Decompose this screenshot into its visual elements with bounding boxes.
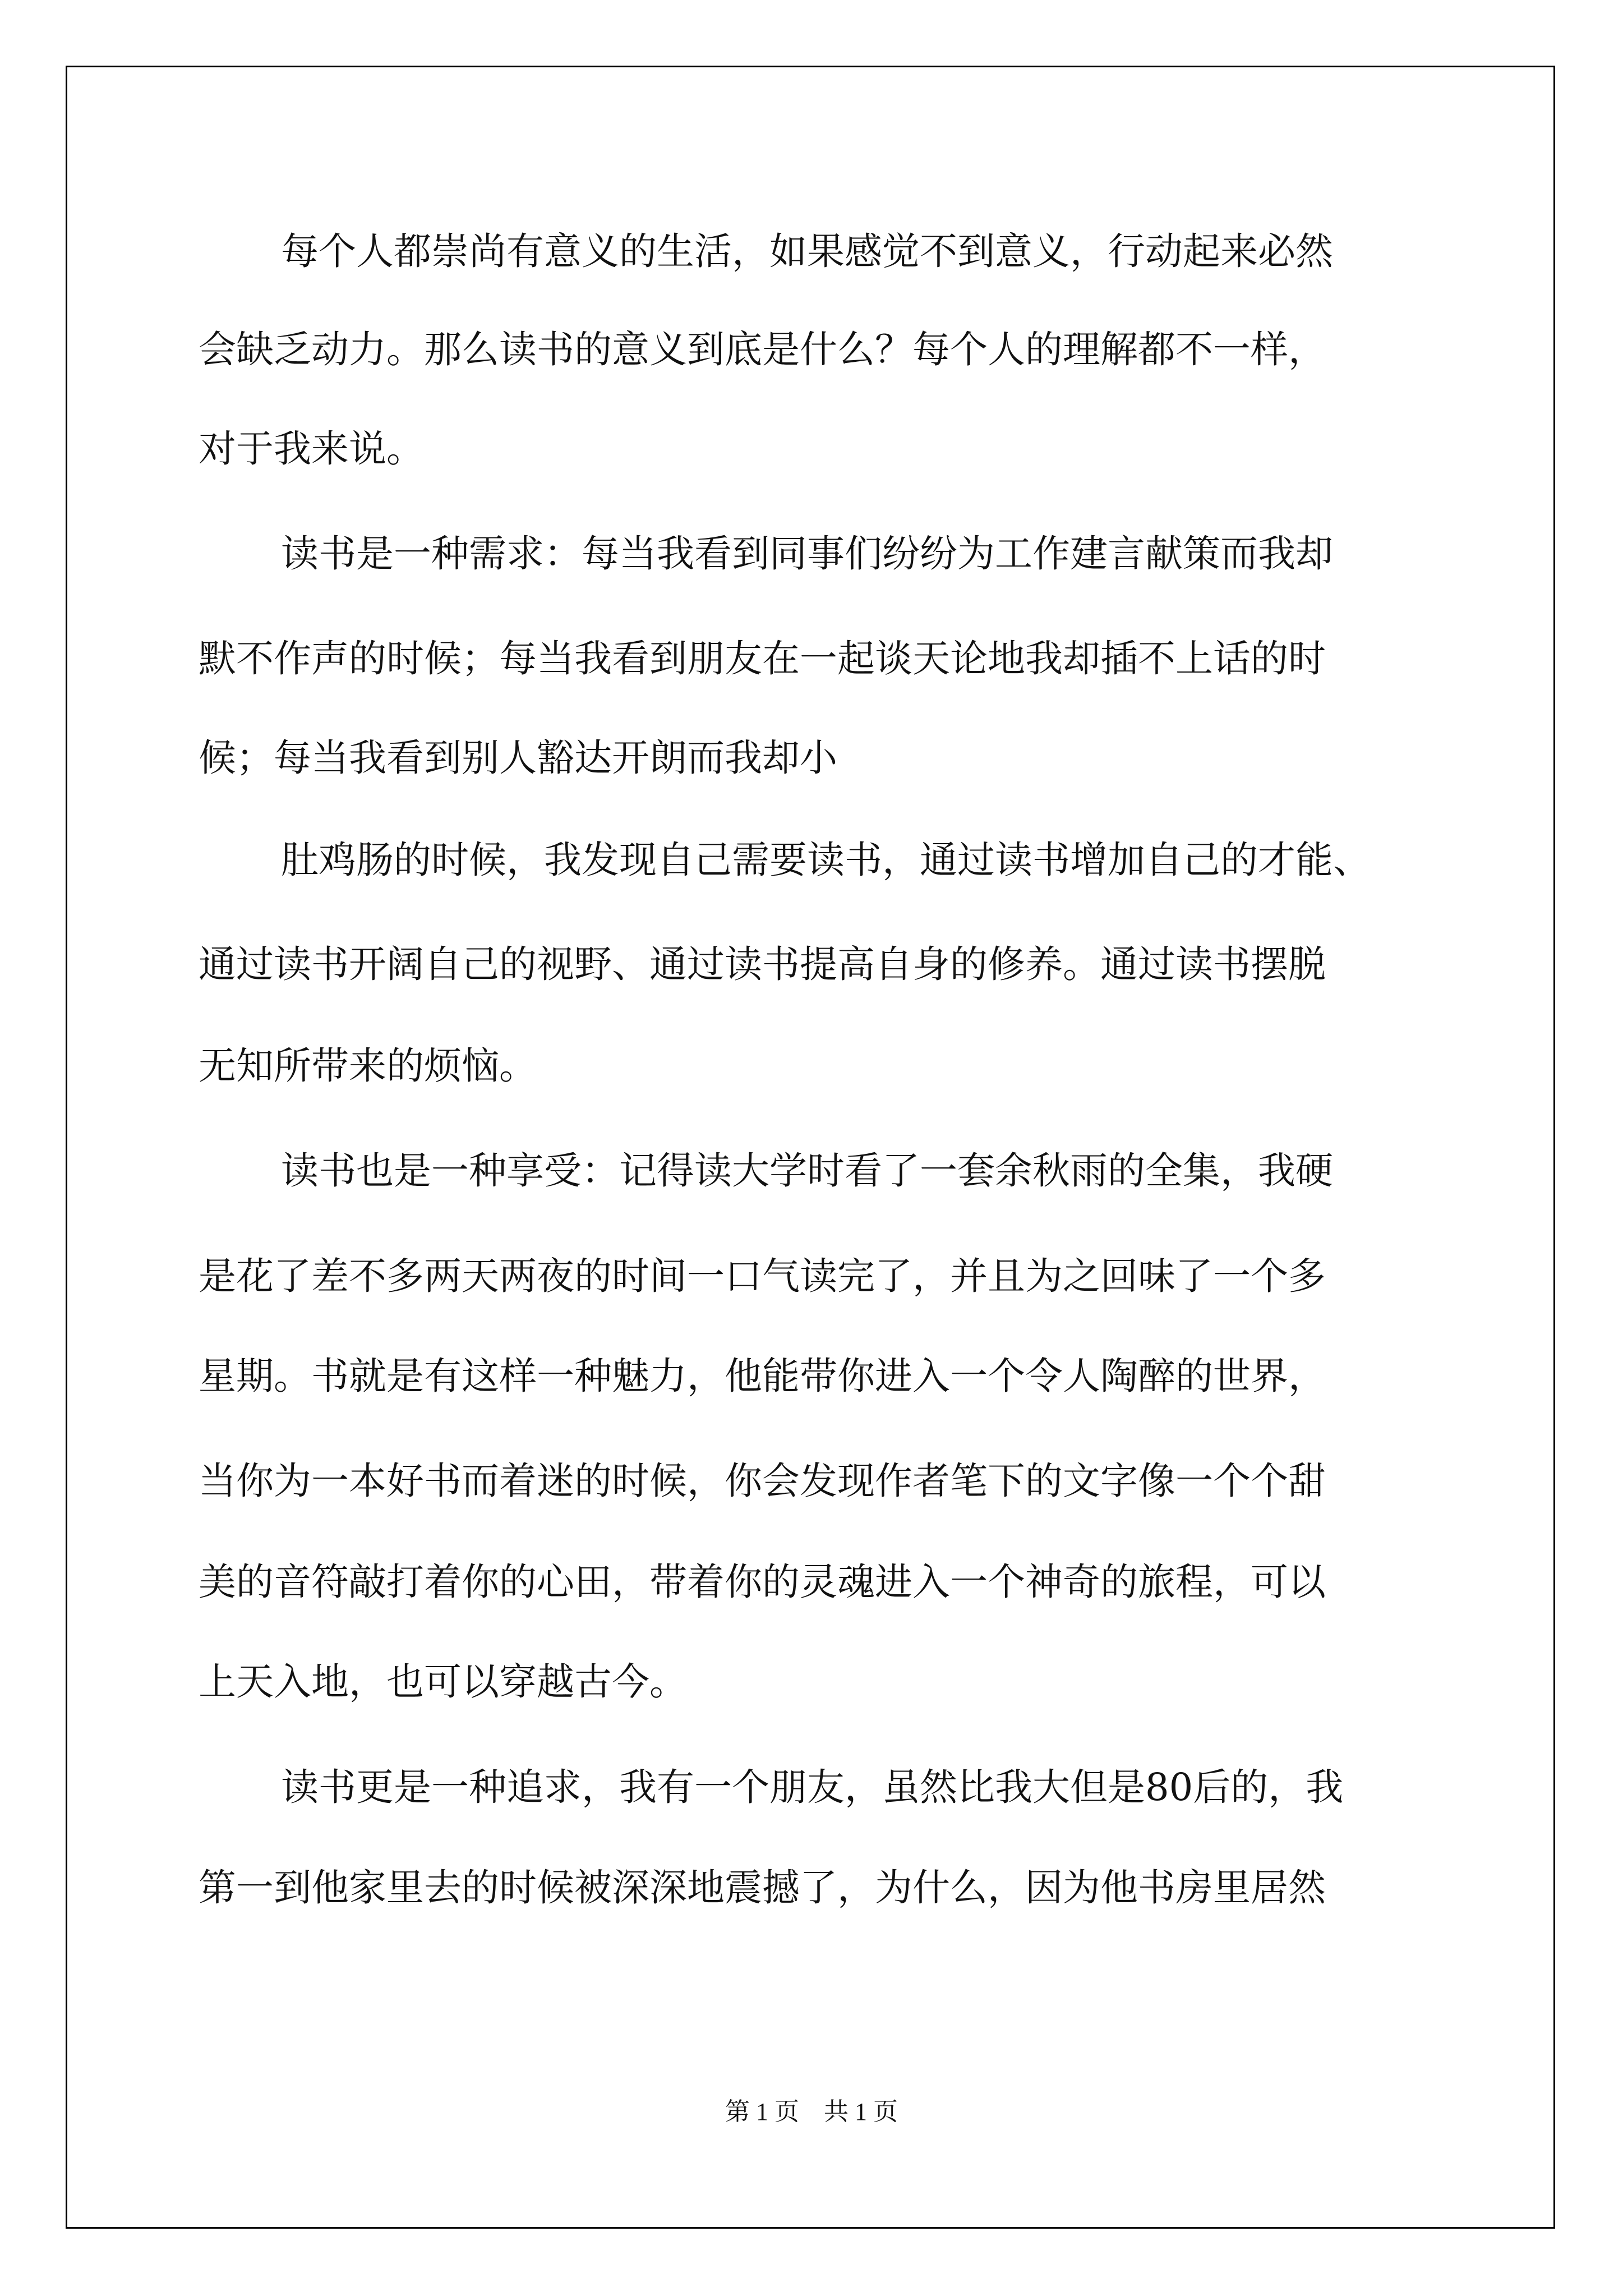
page-footer bbox=[0, 2091, 1623, 2127]
paragraph-4-line-2: 是花了差不多两天两夜的时间一口气读完了，并且为之回味了一个多 bbox=[199, 1254, 1326, 1298]
paragraph-1-line-2: 会缺乏动力。那么读书的意义到底是什么？每个人的理解都不一样， bbox=[199, 328, 1326, 371]
paragraph-3-line-1: 肚鸡肠的时候，我发现自己需要读书，通过读书增加自己的才能、 bbox=[281, 838, 1371, 882]
paragraph-1-line-1: 每个人都崇尚有意义的生活，如果感觉不到意义，行动起来必然 bbox=[281, 229, 1333, 273]
paragraph-4-line-4: 当你为一本好书而着迷的时候，你会发现作者笔下的文字像一个个甜 bbox=[199, 1459, 1326, 1503]
paragraph-2-line-2: 默不作声的时候；每当我看到朋友在一起谈天论地我却插不上话的时 bbox=[199, 637, 1326, 680]
paragraph-4-line-5: 美的音符敲打着你的心田，带着你的灵魂进入一个神奇的旅程，可以 bbox=[199, 1560, 1326, 1604]
paragraph-2-line-1: 读书是一种需求：每当我看到同事们纷纷为工作建言献策而我却 bbox=[281, 532, 1333, 576]
paragraph-4-line-6: 上天入地，也可以穿越古今。 bbox=[199, 1660, 687, 1704]
paragraph-5-line-2: 第一到他家里去的时候被深深地震撼了，为什么，因为他书房里居然 bbox=[199, 1866, 1326, 1910]
paragraph-3-line-2: 通过读书开阔自己的视野、通过读书提高自身的修养。通过读书摆脱 bbox=[199, 942, 1326, 986]
page-total: 共 1 页 bbox=[824, 2098, 898, 2125]
paragraph-2-line-3: 候；每当我看到别人豁达开朗而我却小 bbox=[199, 736, 837, 780]
paragraph-4-line-1: 读书也是一种享受：记得读大学时看了一套余秋雨的全集，我硬 bbox=[281, 1149, 1333, 1193]
paragraph-5-line-1: 读书更是一种追求，我有一个朋友，虽然比我大但是80后的，我 bbox=[281, 1765, 1344, 1809]
paragraph-1-line-3: 对于我来说。 bbox=[199, 427, 424, 471]
paragraph-3-line-3: 无知所带来的烦恼。 bbox=[199, 1044, 537, 1088]
paragraph-4-line-3: 星期。书就是有这样一种魅力，他能带你进入一个令人陶醉的世界， bbox=[199, 1354, 1326, 1398]
page-number: 第 1 页 bbox=[725, 2098, 799, 2125]
